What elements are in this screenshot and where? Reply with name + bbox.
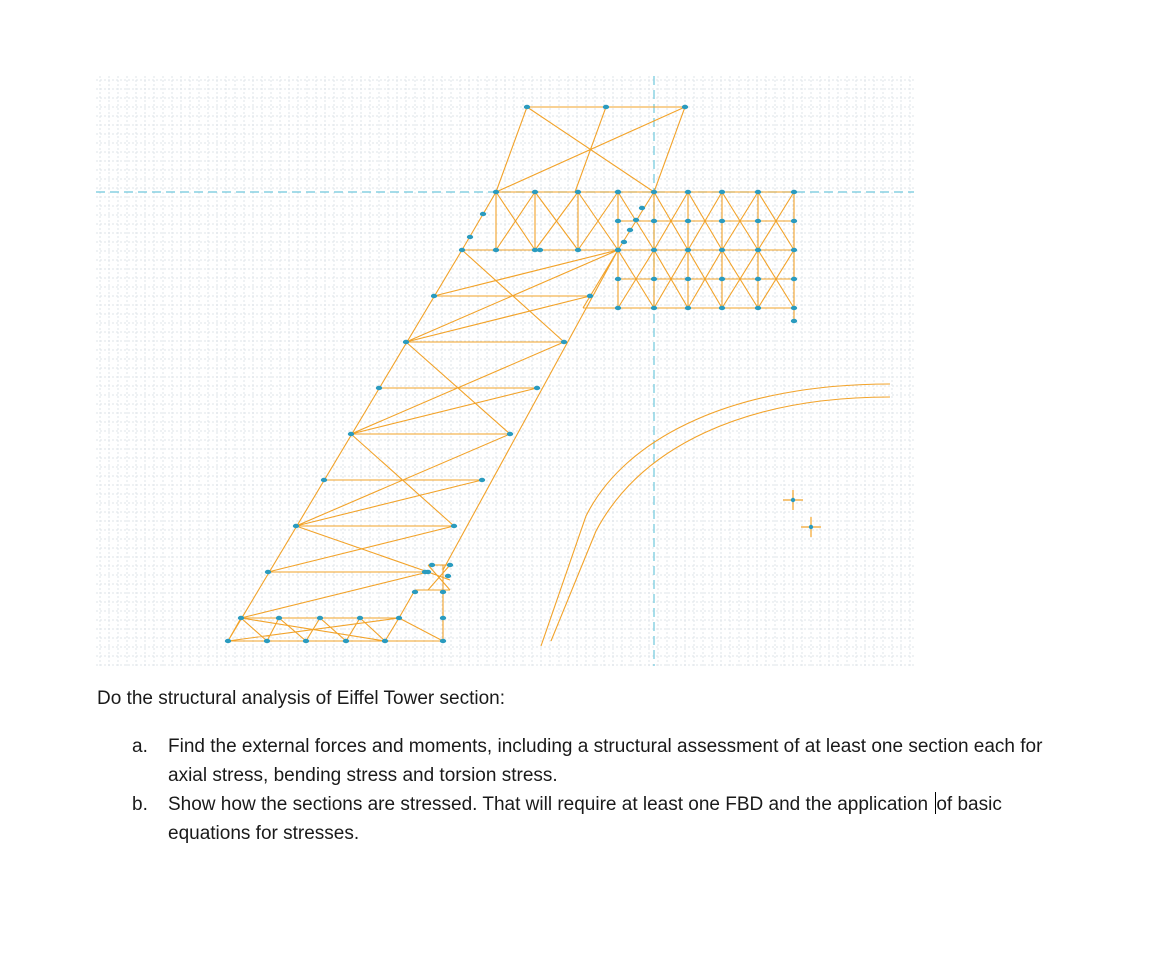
truss-node [479, 478, 485, 482]
truss-node [633, 218, 639, 222]
truss-node [603, 105, 609, 109]
truss-node [524, 105, 530, 109]
truss-node [493, 248, 499, 252]
truss-node [321, 478, 327, 482]
truss-node [685, 219, 691, 223]
truss-members [228, 107, 794, 641]
truss-node [422, 570, 428, 574]
truss-node [755, 277, 761, 281]
truss-node [719, 306, 725, 310]
task-text-b-part1: Show how the sections are stressed. That will require at least one FBD and the application [168, 794, 934, 815]
truss-node [537, 248, 543, 252]
truss-node [575, 248, 581, 252]
truss-node [451, 524, 457, 528]
truss-drawing [96, 76, 914, 666]
truss-node [459, 248, 465, 252]
truss-node [651, 219, 657, 223]
intro-text: Do the structural analysis of Eiffel Tower section: [97, 688, 505, 709]
truss-node [615, 248, 621, 252]
truss-node [651, 248, 657, 252]
truss-node [293, 524, 299, 528]
truss-node [791, 319, 797, 323]
truss-node [382, 639, 388, 643]
truss-node [791, 219, 797, 223]
grid-lines [96, 76, 914, 666]
truss-node [719, 190, 725, 194]
truss-node [587, 294, 593, 298]
truss-node [791, 190, 797, 194]
truss-node [685, 190, 691, 194]
truss-node [303, 639, 309, 643]
truss-node [265, 570, 271, 574]
arch-curve-outer [541, 384, 890, 646]
truss-node [238, 616, 244, 620]
truss-node [719, 219, 725, 223]
truss-node [755, 306, 761, 310]
truss-node [755, 190, 761, 194]
truss-node [507, 432, 513, 436]
truss-node [532, 190, 538, 194]
truss-node [343, 639, 349, 643]
task-marker-b: b. [132, 794, 148, 815]
task-text-a: Find the external forces and moments, including a structural assessment of at least one section each for axial stress, bending stress and torsion stress. [168, 736, 1043, 786]
truss-node [651, 277, 657, 281]
truss-node [719, 248, 725, 252]
truss-node [685, 306, 691, 310]
truss-node [376, 386, 382, 390]
truss-figure [96, 76, 914, 666]
task-item-a [132, 732, 1052, 790]
truss-node [225, 639, 231, 643]
truss-node [348, 432, 354, 436]
truss-node [447, 563, 453, 567]
task-list [132, 732, 1052, 848]
truss-node [493, 190, 499, 194]
truss-node [651, 190, 657, 194]
truss-node [615, 277, 621, 281]
truss-node [445, 574, 451, 578]
truss-node [615, 190, 621, 194]
cross-marker-dot [809, 525, 813, 529]
truss-node [396, 616, 402, 620]
truss-node [534, 386, 540, 390]
task-text-b [168, 790, 1052, 848]
truss-node [403, 340, 409, 344]
truss-node [685, 277, 691, 281]
truss-node [561, 340, 567, 344]
truss-node [615, 306, 621, 310]
task-item-b [132, 790, 1052, 848]
cross-marker-dot [791, 498, 795, 502]
truss-node [719, 277, 725, 281]
truss-node [791, 248, 797, 252]
truss-node [639, 206, 645, 210]
truss-node [575, 190, 581, 194]
truss-node [317, 616, 323, 620]
truss-node [755, 248, 761, 252]
truss-node [791, 306, 797, 310]
task-text-b-part2: of basic equations for stresses. [168, 794, 1002, 844]
truss-node [440, 590, 446, 594]
truss-node [412, 590, 418, 594]
task-marker-a: a. [132, 736, 148, 757]
truss-node [276, 616, 282, 620]
truss-node [685, 248, 691, 252]
truss-node [480, 212, 486, 216]
truss-node [627, 228, 633, 232]
truss-node [264, 639, 270, 643]
truss-node [467, 235, 473, 239]
truss-node [682, 105, 688, 109]
truss-node [615, 219, 621, 223]
truss-node [791, 277, 797, 281]
truss-node [621, 240, 627, 244]
truss-node [357, 616, 363, 620]
truss-node [440, 639, 446, 643]
truss-node [429, 563, 435, 567]
truss-node [755, 219, 761, 223]
truss-node [651, 306, 657, 310]
truss-node [431, 294, 437, 298]
truss-node [440, 616, 446, 620]
